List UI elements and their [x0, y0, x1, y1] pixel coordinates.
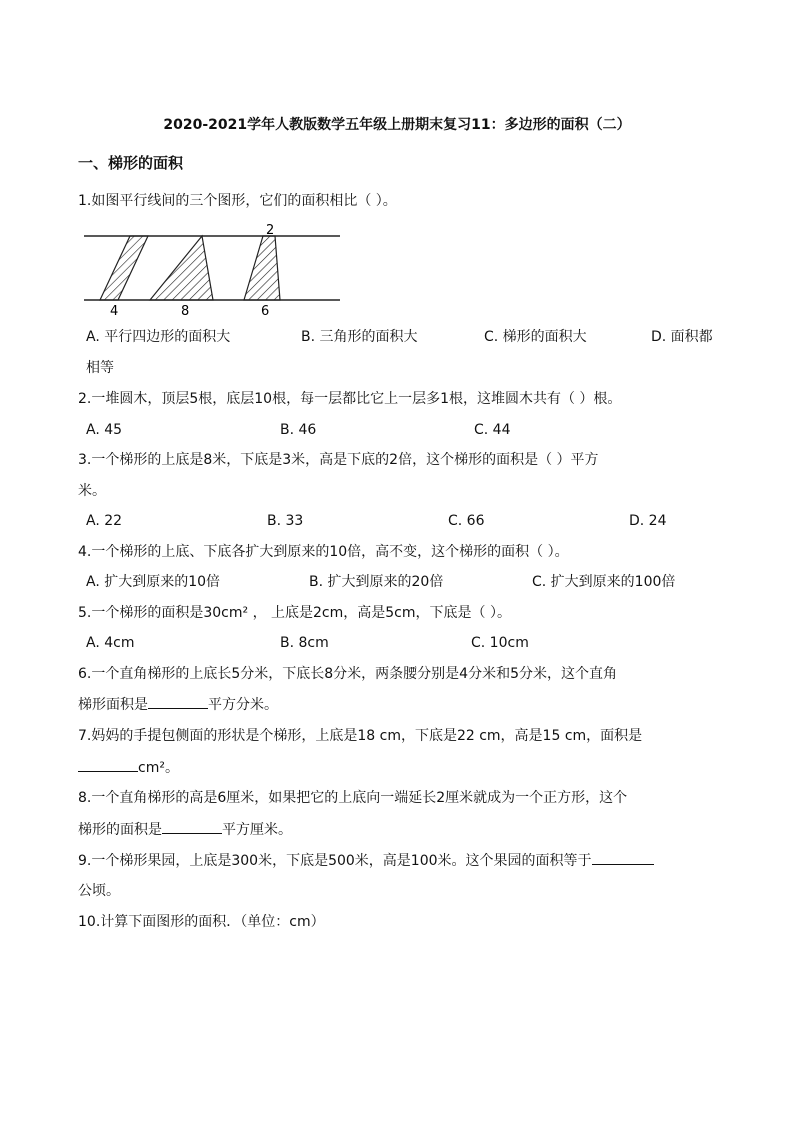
q8-line2-prefix: 梯形的面积是	[78, 822, 162, 838]
question-9-line2: 公顷。	[78, 883, 120, 899]
q2-option-a: A. 45	[86, 422, 123, 438]
q9-answer-blank[interactable]	[592, 850, 654, 865]
question-9-line1	[78, 850, 654, 871]
label-bottom-8: 8	[181, 304, 190, 318]
question-10-stem: 10.计算下面图形的面积．（单位：cm）	[78, 914, 325, 930]
question-2-stem: 2.一堆圆木，顶层5根，底层10根，每一层都比它上一层多1根，这堆圆木共有（ ）根。	[78, 391, 622, 407]
q6-line2-suffix: 平方分米。	[208, 697, 278, 713]
q8-line2-suffix: 平方厘米。	[222, 822, 292, 838]
question-3-stem-cont: 米。	[78, 483, 106, 499]
q6-answer-blank[interactable]	[148, 694, 208, 709]
parallelogram-shape	[100, 236, 148, 300]
q3-option-a: A. 22	[86, 513, 123, 529]
section-heading: 一、梯形的面积	[78, 154, 184, 172]
parallel-lines-figure	[80, 222, 342, 318]
question-4-stem: 4.一个梯形的上底、下底各扩大到原来的10倍，高不变，这个梯形的面积（ ）。	[78, 544, 569, 560]
question-6-line2	[78, 694, 278, 715]
q6-line2-prefix: 梯形面积是	[78, 697, 148, 713]
q1-option-d: D. 面积都	[651, 329, 713, 345]
question-6-line1: 6.一个直角梯形的上底长5分米，下底长8分米，两条腰分别是4分米和5分米，这个直角	[78, 666, 617, 682]
q5-option-a: A. 4cm	[86, 635, 135, 651]
q2-option-c: C. 44	[474, 422, 511, 438]
q5-option-c: C. 10cm	[471, 635, 529, 651]
question-8-line1: 8.一个直角梯形的高是6厘米，如果把它的上底向一端延长2厘米就成为一个正方形，这个	[78, 790, 628, 806]
q9-line1-text: 9.一个梯形果园，上底是300米，下底是500米，高是100米。这个果园的面积等于	[78, 853, 592, 869]
label-bottom-6: 6	[261, 304, 270, 318]
question-5-stem: 5.一个梯形的面积是30cm² ， 上底是2cm，高是5cm，下底是（ ）。	[78, 605, 511, 621]
q3-option-d: D. 24	[629, 513, 667, 529]
question-7-line2	[78, 757, 179, 778]
label-bottom-4: 4	[110, 304, 119, 318]
q7-line2-suffix: cm²。	[138, 760, 179, 776]
trapezoid-shape	[244, 236, 280, 300]
q2-option-b: B. 46	[280, 422, 317, 438]
q3-option-c: C. 66	[448, 513, 485, 529]
q1-option-d-cont: 相等	[86, 360, 114, 376]
q4-option-c: C. 扩大到原来的100倍	[532, 574, 676, 590]
q3-option-b: B. 33	[267, 513, 304, 529]
question-8-line2	[78, 819, 292, 840]
question-3-stem: 3.一个梯形的上底是8米，下底是3米，高是下底的2倍，这个梯形的面积是（ ）平方	[78, 452, 599, 468]
question-1-stem: 1.如图平行线间的三个图形，它们的面积相比（ ）。	[78, 193, 397, 209]
q1-option-a: A. 平行四边形的面积大	[86, 329, 231, 345]
q8-answer-blank[interactable]	[162, 819, 222, 834]
q7-answer-blank[interactable]	[78, 757, 138, 772]
q4-option-b: B. 扩大到原来的20倍	[309, 574, 444, 590]
q1-option-b: B. 三角形的面积大	[301, 329, 418, 345]
label-top-2: 2	[266, 223, 275, 238]
triangle-shape	[150, 236, 213, 300]
q4-option-a: A. 扩大到原来的10倍	[86, 574, 221, 590]
question-7-line1: 7.妈妈的手提包侧面的形状是个梯形，上底是18 cm，下底是22 cm，高是15 cm，面积是	[78, 728, 643, 744]
q1-option-c: C. 梯形的面积大	[484, 329, 587, 345]
page-title: 2020-2021学年人教版数学五年级上册期末复习11：多边形的面积（二）	[163, 117, 631, 133]
q5-option-b: B. 8cm	[280, 635, 329, 651]
